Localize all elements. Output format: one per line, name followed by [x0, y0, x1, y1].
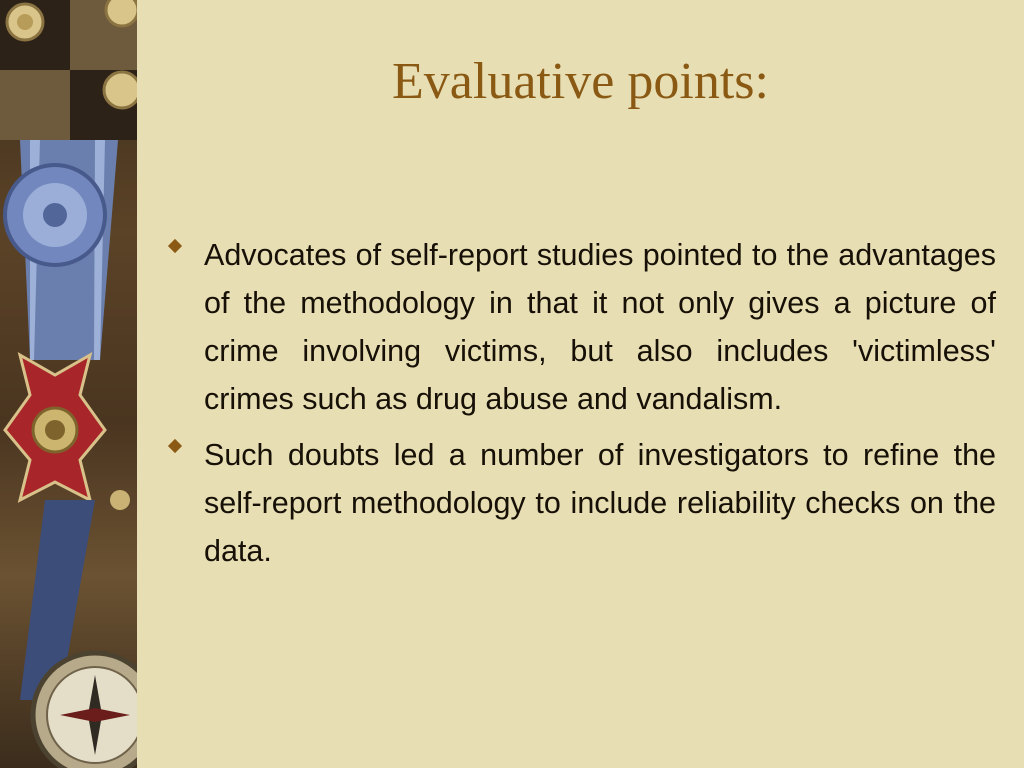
- decorative-side-image: [0, 0, 137, 768]
- medals-and-compass-image: [0, 0, 137, 768]
- diamond-bullet-icon: [168, 239, 182, 253]
- slide-title: Evaluative points:: [392, 53, 769, 110]
- list-item: [170, 231, 996, 423]
- bullet-text: Advocates of self-report studies pointed to the advantages of the methodology in that it not only gives a picture of crime involving victims, but also includes 'victimless' crimes such as drug abuse and vandalism.: [204, 238, 996, 416]
- bullet-text: Such doubts led a number of investigators to refine the self-report methodology to include reliability checks on the data.: [204, 438, 996, 568]
- list-item: [170, 431, 996, 575]
- bullet-list: [170, 231, 996, 583]
- diamond-bullet-icon: [168, 439, 182, 453]
